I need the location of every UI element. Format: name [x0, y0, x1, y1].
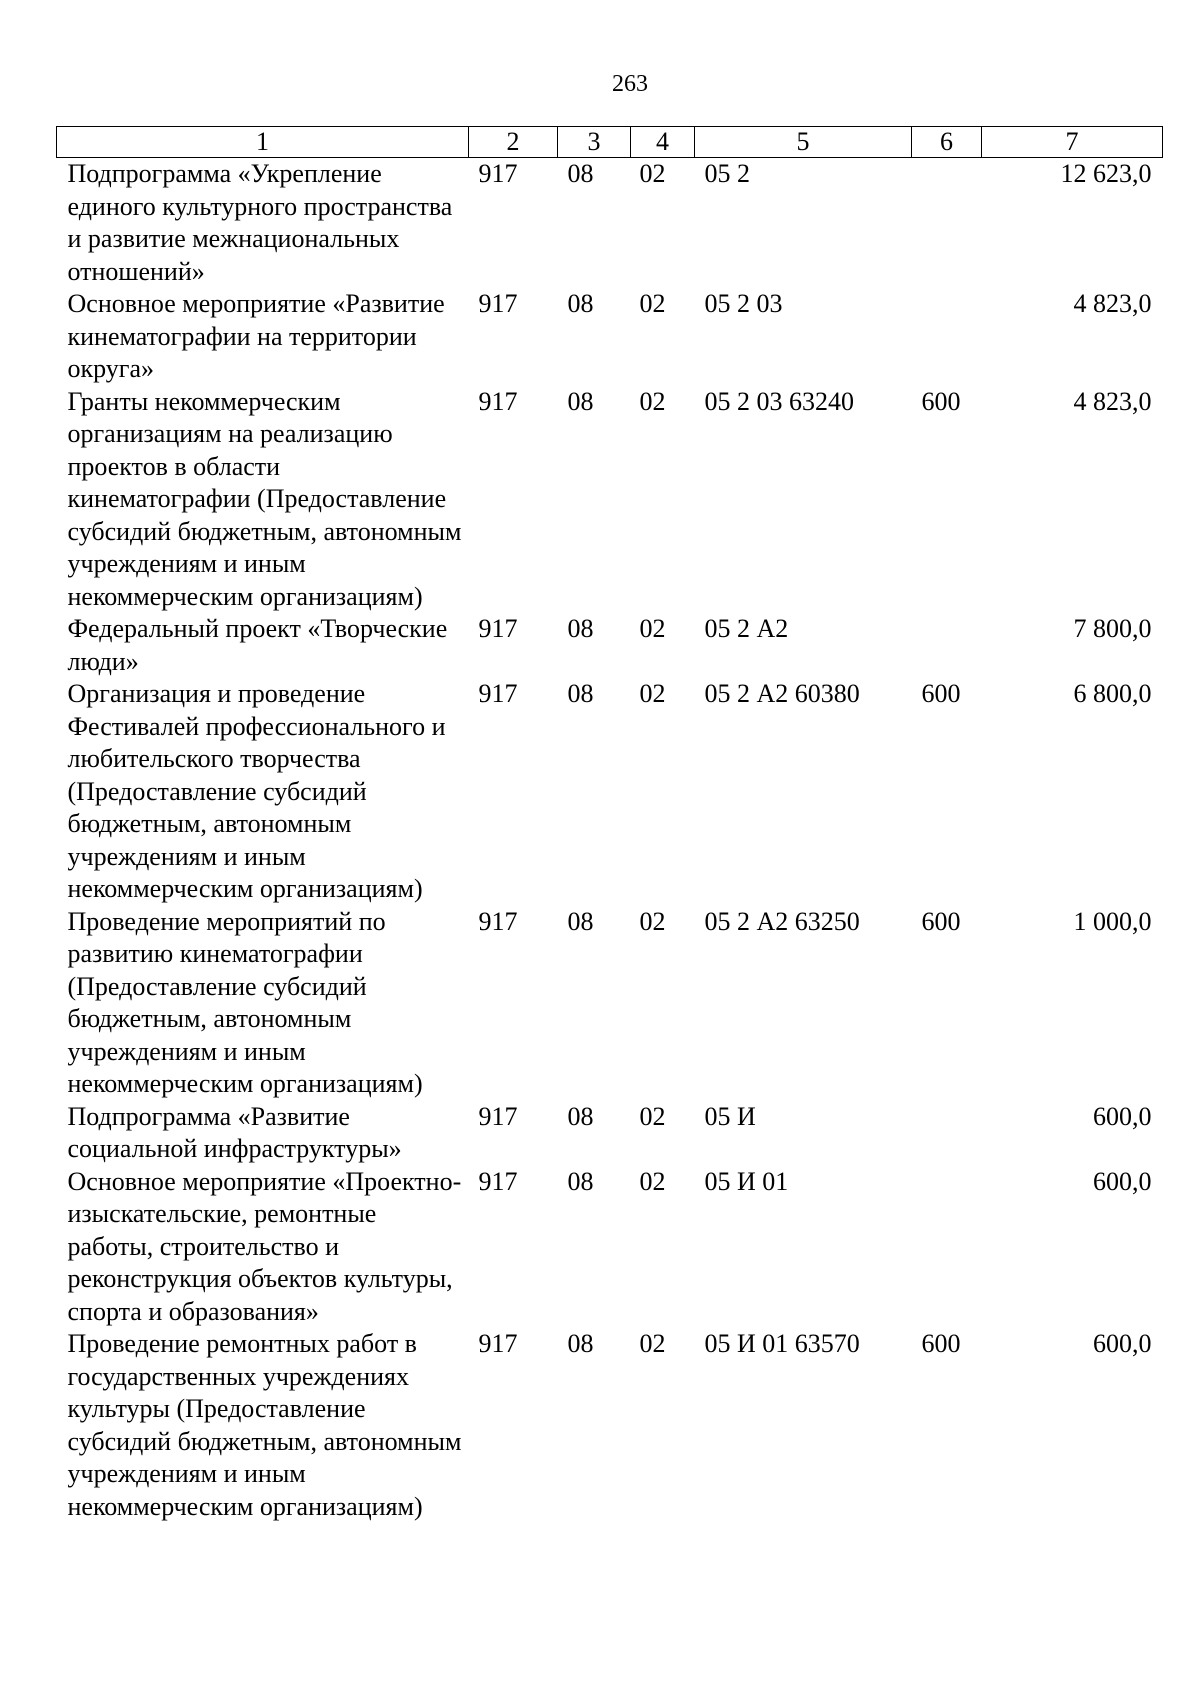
grbs-code-cell: 917 — [478, 614, 518, 643]
section-code-cell: 08 — [567, 289, 594, 318]
target-article-cell: 05 2 03 63240 — [704, 386, 854, 416]
section-code-cell: 08 — [567, 906, 594, 936]
column-header: 2 — [469, 127, 558, 158]
table-row — [57, 1166, 1163, 1329]
amount-cell: 7 800,0 — [1073, 614, 1152, 643]
subsection-code-cell: 02 — [639, 386, 666, 416]
amount-cell: 4 823,0 — [1073, 386, 1152, 416]
table-row — [57, 906, 1163, 1101]
page-number: 263 — [612, 71, 648, 97]
target-article-cell: 05 2 — [704, 159, 750, 188]
grbs-code-cell: 917 — [478, 1329, 518, 1358]
subsection-code-cell: 02 — [639, 1166, 666, 1196]
table-row — [57, 613, 1163, 678]
amount-cell: 600,0 — [1093, 1166, 1152, 1196]
item-name-cell: Основное мероприятие «Развитие кинематографии на территории округа» — [67, 289, 445, 383]
expense-type-cell: 600 — [921, 906, 961, 936]
section-code-cell: 08 — [567, 1329, 594, 1358]
grbs-code-cell: 917 — [478, 1166, 518, 1196]
column-header: 4 — [631, 127, 695, 158]
column-number-header-row — [57, 127, 1163, 158]
budget-table — [56, 126, 1163, 1523]
table-row — [57, 1101, 1163, 1166]
amount-cell: 1 000,0 — [1073, 906, 1152, 936]
subsection-code-cell: 02 — [639, 289, 666, 318]
item-name-cell: Подпрограмма «Развитие социальной инфраструктуры» — [67, 1101, 402, 1163]
expense-type-cell — [912, 613, 982, 678]
target-article-cell: 05 2 А2 63250 — [704, 906, 860, 936]
table-row — [57, 386, 1163, 614]
amount-cell: 600,0 — [1093, 1101, 1152, 1131]
amount-cell: 6 800,0 — [1073, 679, 1152, 708]
subsection-code-cell: 02 — [639, 614, 666, 643]
grbs-code-cell: 917 — [478, 1101, 518, 1131]
item-name-cell: Гранты некоммерческим организациям на реализацию проектов в области кинематографии (Предоставление субсидий бюджетным, автономным учреждениям и иным некоммерческим организациям) — [67, 386, 462, 611]
column-header: 6 — [912, 127, 982, 158]
section-code-cell: 08 — [567, 679, 594, 708]
section-code-cell: 08 — [567, 159, 594, 188]
target-article-cell: 05 2 А2 — [704, 614, 789, 643]
subsection-code-cell: 02 — [639, 1101, 666, 1131]
expense-type-cell — [912, 1166, 982, 1329]
target-article-cell: 05 2 03 — [704, 289, 783, 318]
section-code-cell: 08 — [567, 614, 594, 643]
expense-type-cell: 600 — [921, 679, 961, 708]
grbs-code-cell: 917 — [478, 289, 518, 318]
table-row — [57, 1328, 1163, 1523]
item-name-cell: Основное мероприятие «Проектно-изыскательские, ремонтные работы, строительство и реконструкция объектов культуры, спорта и образования» — [67, 1166, 462, 1326]
column-header: 3 — [558, 127, 631, 158]
item-name-cell: Организация и проведение Фестивалей профессионального и любительского творчества (Предоставление субсидий бюджетным, автономным учреждениям и иным некоммерческим организациям) — [67, 679, 446, 903]
amount-cell: 12 623,0 — [1060, 159, 1152, 188]
grbs-code-cell: 917 — [478, 679, 518, 708]
amount-cell: 600,0 — [1093, 1329, 1152, 1358]
target-article-cell: 05 И 01 — [704, 1166, 789, 1196]
target-article-cell: 05 И — [704, 1101, 756, 1131]
subsection-code-cell: 02 — [639, 906, 666, 936]
expense-type-cell — [912, 158, 982, 289]
expense-type-cell: 600 — [921, 1329, 961, 1358]
grbs-code-cell: 917 — [478, 906, 518, 936]
column-header: 7 — [982, 127, 1163, 158]
subsection-code-cell: 02 — [639, 1329, 666, 1358]
target-article-cell: 05 И 01 63570 — [704, 1329, 860, 1358]
table-row — [57, 158, 1163, 289]
subsection-code-cell: 02 — [639, 159, 666, 188]
item-name-cell: Подпрограмма «Укрепление единого культурного пространства и развитие межнациональных отношений» — [67, 159, 453, 286]
expense-type-cell — [912, 288, 982, 386]
subsection-code-cell: 02 — [639, 679, 666, 708]
expense-type-cell: 600 — [921, 386, 961, 416]
section-code-cell: 08 — [567, 1101, 594, 1131]
grbs-code-cell: 917 — [478, 159, 518, 188]
expense-type-cell — [912, 1101, 982, 1166]
item-name-cell: Проведение ремонтных работ в государственных учреждениях культуры (Предоставление субсидий бюджетным, автономным учреждениям и иным некоммерческим организациям) — [67, 1329, 462, 1521]
item-name-cell: Федеральный проект «Творческие люди» — [67, 614, 448, 676]
section-code-cell: 08 — [567, 386, 594, 416]
table-row — [57, 288, 1163, 386]
grbs-code-cell: 917 — [478, 386, 518, 416]
column-header: 1 — [57, 127, 469, 158]
target-article-cell: 05 2 А2 60380 — [704, 679, 860, 708]
column-header: 5 — [695, 127, 912, 158]
table-row — [57, 678, 1163, 906]
amount-cell: 4 823,0 — [1073, 289, 1152, 318]
item-name-cell: Проведение мероприятий по развитию кинематографии (Предоставление субсидий бюджетным, автономным учреждениям и иным некоммерческим организациям) — [67, 906, 423, 1098]
section-code-cell: 08 — [567, 1166, 594, 1196]
